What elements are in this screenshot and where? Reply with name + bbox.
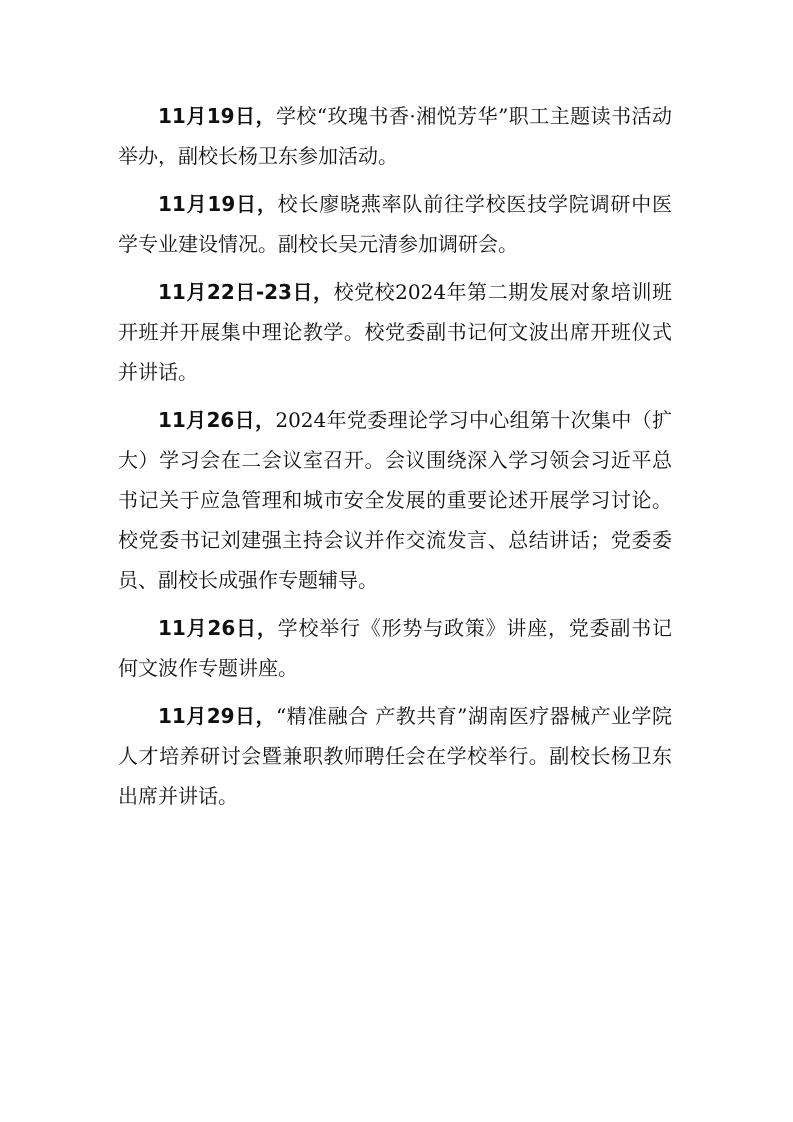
news-list bbox=[118, 96, 672, 824]
entry-text: “精准融合 产教共育”湖南医疗器械产业学院人才培养研讨会暨兼职教师聘任会在学校举行。副校长杨卫东出席并讲话。 bbox=[118, 704, 672, 808]
entry-date: 11月19日， bbox=[158, 104, 276, 128]
entry-date: 11月19日， bbox=[158, 192, 278, 216]
news-entry bbox=[118, 608, 672, 688]
entry-text: 学校“玫瑰书香·湘悦芳华”职工主题读书活动举办，副校长杨卫东参加活动。 bbox=[118, 104, 672, 168]
news-entry bbox=[118, 272, 672, 392]
news-entry bbox=[118, 400, 672, 600]
entry-text: 校党校2024年第二期发展对象培训班开班并开展集中理论教学。校党委副书记何文波出席开班仪式并讲话。 bbox=[118, 280, 672, 384]
entry-date: 11月26日， bbox=[158, 408, 276, 432]
entry-date: 11月22日-23日， bbox=[158, 280, 334, 304]
entry-date: 11月26日， bbox=[158, 616, 278, 640]
entry-text: 校长廖晓燕率队前往学校医技学院调研中医学专业建设情况。副校长吴元清参加调研会。 bbox=[118, 192, 672, 256]
entry-text: 2024年党委理论学习中心组第十次集中（扩大）学习会在二会议室召开。会议围绕深入学习领会习近平总书记关于应急管理和城市安全发展的重要论述开展学习讨论。校党委书记刘建强主持会议并作交流发言、总结讲话；党委委员、副校长成强作专题辅导。 bbox=[118, 408, 672, 592]
news-entry bbox=[118, 96, 672, 176]
entry-text: 学校举行《形势与政策》讲座，党委副书记何文波作专题讲座。 bbox=[118, 616, 672, 680]
news-entry bbox=[118, 696, 672, 816]
entry-date: 11月29日， bbox=[158, 704, 276, 728]
news-entry bbox=[118, 184, 672, 264]
